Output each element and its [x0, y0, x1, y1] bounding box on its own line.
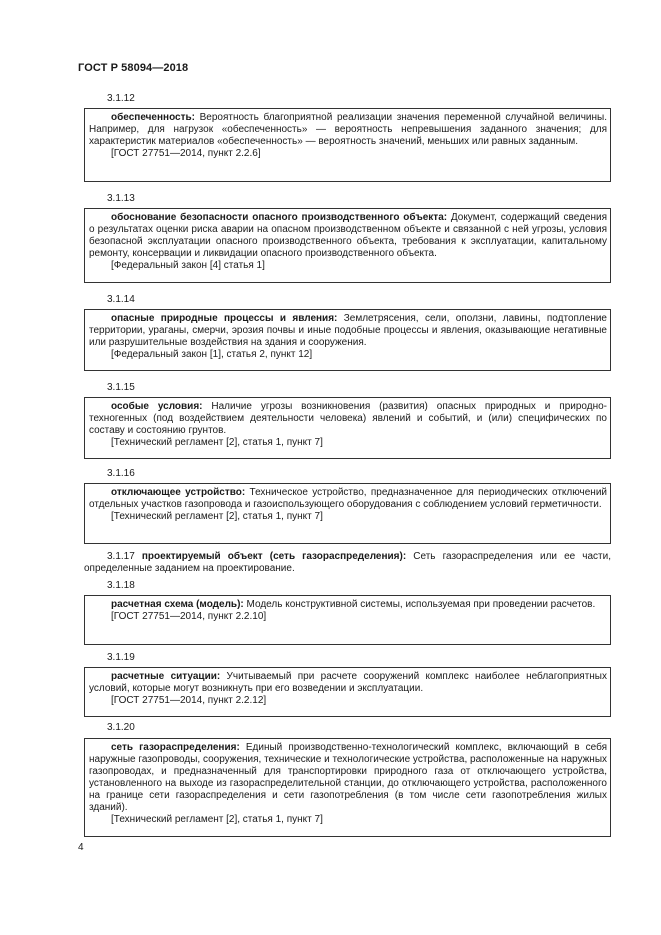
definition-box	[84, 483, 611, 544]
clause-number: 3.1.19	[107, 652, 135, 663]
term: опасные природные процессы и явления:	[111, 313, 338, 324]
term: расчетная схема (модель):	[111, 599, 244, 610]
definition: Землетрясения, сели, оползни, лавины, подтопление территории, ураганы, смерчи, эрозия почвы и иные подобные процессы и явления, оказывающие негативные или разрушительные воздействия на здания и сооружения.	[89, 313, 607, 348]
term: расчетные ситуации:	[111, 671, 221, 682]
term: особые условия:	[111, 401, 203, 412]
term: обоснование безопасности опасного производственного объекта:	[111, 212, 448, 223]
clause-number: 3.1.15	[107, 382, 135, 393]
clause-number: 3.1.17	[107, 551, 135, 562]
page-header: ГОСТ Р 58094—2018	[78, 62, 189, 74]
clause-number: 3.1.13	[107, 193, 135, 204]
definition: Документ, содержащий сведения о результатах оценки риска аварии на опасном производственном объекте и связанной с ней угрозы, условия безопасной эксплуатации опасного производственного объекта, требования к эксплуатации, капитальному ремонту, консервации и ликвидации опасного производственного объекта.	[89, 212, 607, 259]
definition-box	[84, 309, 611, 371]
source-reference: [Федеральный закон [4] статья 1]	[111, 260, 265, 271]
definition: Модель конструктивной системы, используемая при проведении расчетов.	[243, 599, 596, 610]
term: сеть газораспределения:	[111, 742, 240, 753]
term: отключающее устройство:	[111, 487, 246, 498]
definition: Вероятность благоприятной реализации значения переменной случайной величины. Например, для нагрузок «обеспеченность» — вероятность непревышения заданного значения; для характеристик материалов «обеспеченность» — вероятность значений, меньших или равных заданным.	[89, 112, 607, 147]
plain-definition	[84, 551, 611, 575]
definition: Наличие угрозы возникновения (развития) опасных природных и природно-техногенных (под воздействием деятельности человека) явлений и событий, и (или) специфических по составу и состоянию грунтов.	[89, 401, 607, 436]
definition-box	[84, 738, 611, 837]
clause-number: 3.1.20	[107, 722, 135, 733]
definition: Сеть газораспределения или ее части, определенные заданием на проектирование.	[84, 551, 611, 574]
source-reference: [Технический регламент [2], статья 1, пункт 7]	[111, 437, 323, 448]
source-reference: [ГОСТ 27751—2014, пункт 2.2.6]	[111, 148, 261, 159]
source-reference: [Технический регламент [2], статья 1, пункт 7]	[111, 511, 323, 522]
definition: Учитываемый при расчете сооружений комплекс наиболее неблагоприятных условий, которые могут возникнуть при его возведении и эксплуатации.	[89, 671, 607, 694]
definition-box	[84, 108, 611, 182]
clause-number: 3.1.18	[107, 580, 135, 591]
clause-number: 3.1.12	[107, 93, 135, 104]
source-reference: [Федеральный закон [1], статья 2, пункт 12]	[111, 349, 313, 360]
clause-number: 3.1.14	[107, 294, 135, 305]
definition-box	[84, 667, 611, 717]
definition-box	[84, 208, 611, 283]
clause-number: 3.1.16	[107, 468, 135, 479]
term: обеспеченность:	[111, 112, 195, 123]
definition-box	[84, 595, 611, 645]
definition-box	[84, 397, 611, 459]
definition: Техническое устройство, предназначенное для периодических отключений отдельных участков газопровода и газоиспользующего оборудования с соблюдением условий герметичности.	[89, 487, 607, 510]
source-reference: [ГОСТ 27751—2014, пункт 2.2.10]	[111, 611, 267, 622]
definition: Единый производственно-технологический комплекс, включающий в себя наружные газопроводы, сооружения, технические и технологические устройства, расположенные на наружных газопроводах, и предназначенный для транспортировки природного газа от отключающего устройства, установленного на выходе из газораспределительной станции, до отключающего устройства, расположенного на границе сети газораспределения и сети газопотребления (в том числе сети газопотребления жилых зданий).	[89, 742, 608, 813]
term: проектируемый объект (сеть газораспределения):	[141, 551, 407, 562]
source-reference: [Технический регламент [2], статья 1, пункт 7]	[111, 814, 323, 825]
page-number: 4	[78, 842, 84, 853]
source-reference: [ГОСТ 27751—2014, пункт 2.2.12]	[111, 695, 267, 706]
